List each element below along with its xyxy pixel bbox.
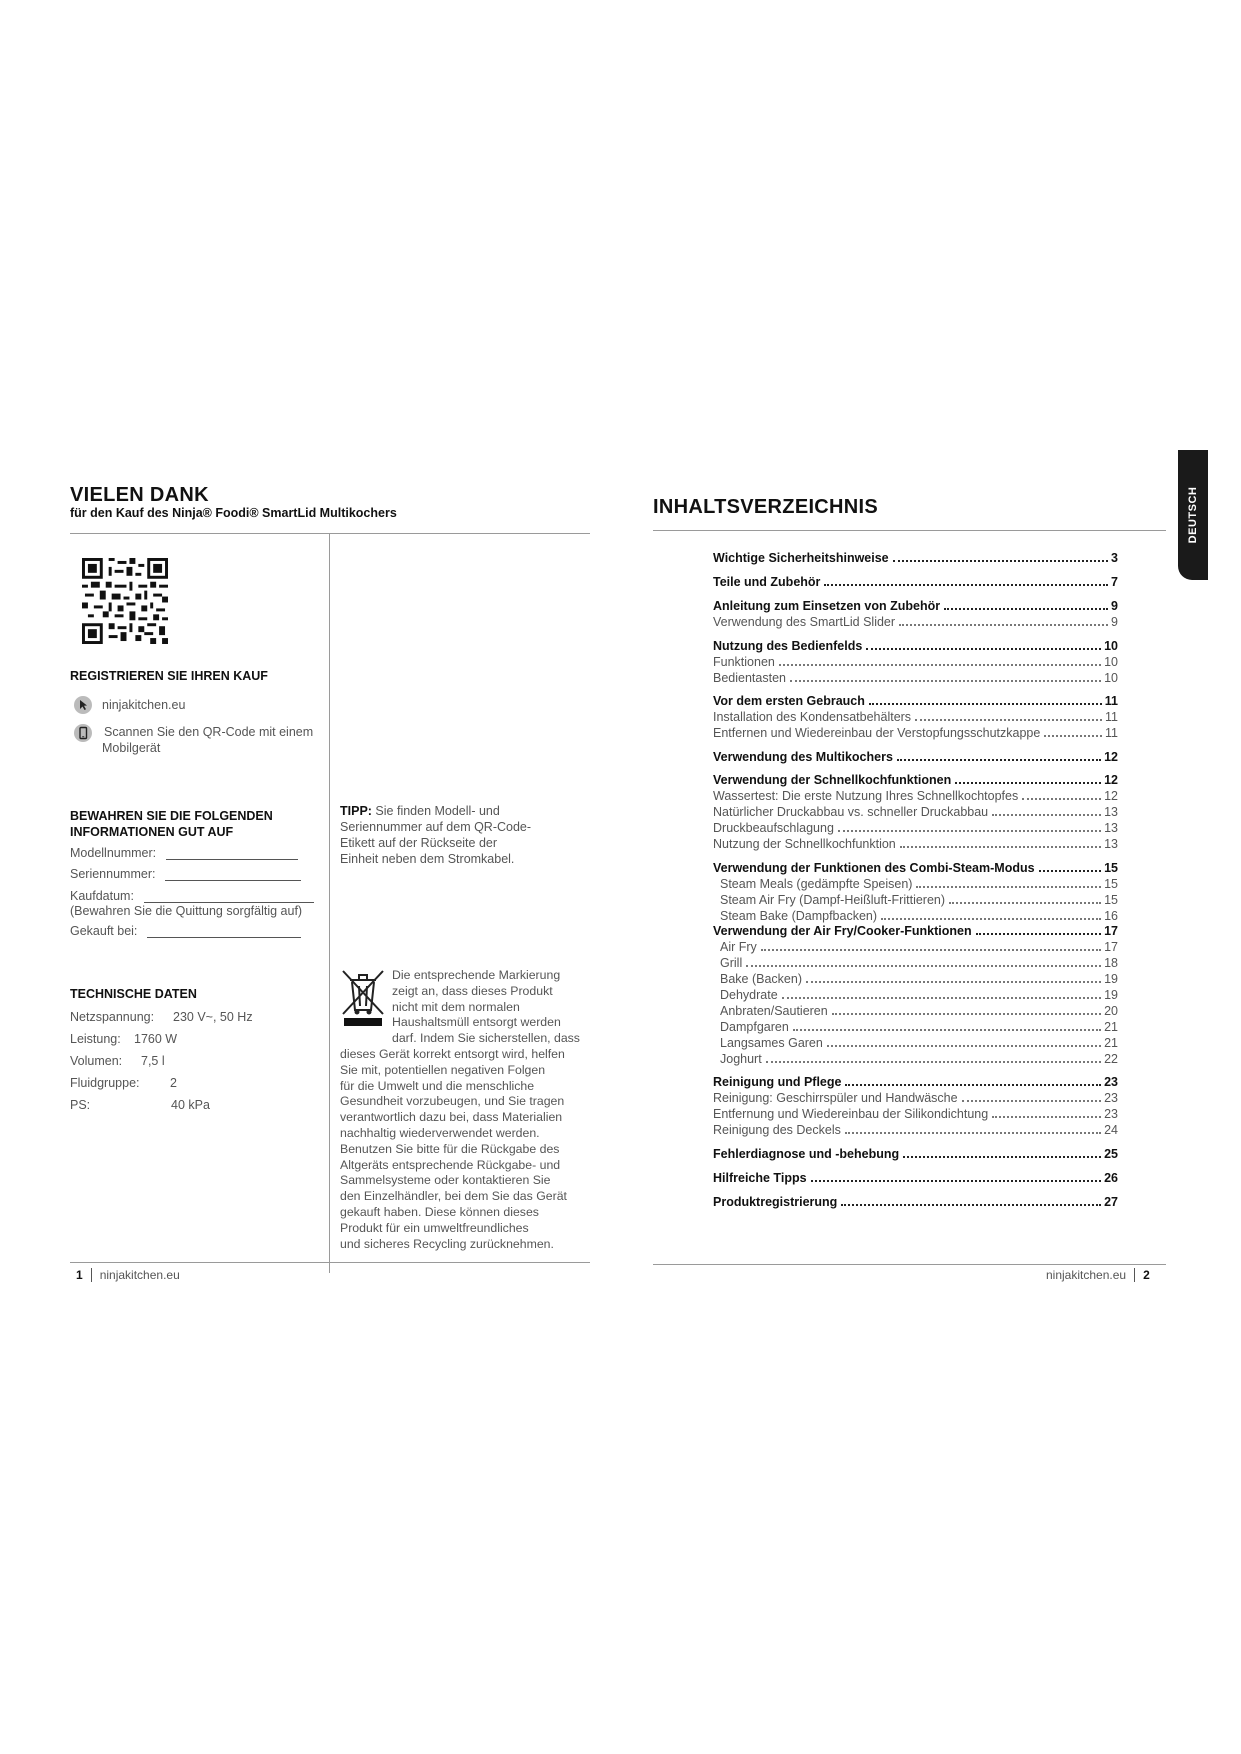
tech-value-power: 1760 W [134,1032,178,1046]
toc-page-number: 19 [1104,988,1118,1002]
toc-leader-dots [903,1156,1101,1158]
toc-entry-label: Vor dem ersten Gebrauch [713,694,865,708]
toc-page-number: 10 [1104,671,1118,685]
toc-leader-dots [811,1180,1102,1182]
toc-page-number: 23 [1104,1075,1118,1089]
toc-entry-label: Reinigung des Deckels [713,1123,841,1137]
weee-line: verantwortlich dazu bei, dass Materialien [340,1110,563,1125]
tip-text-line1: Sie finden Modell- und [371,804,500,818]
toc-leader-dots [845,1084,1101,1086]
toc-leader-dots [782,997,1101,999]
mouse-pointer-icon [74,696,92,714]
toc-page-number: 9 [1111,599,1118,613]
purchase-date-label: Kaufdatum: [70,889,134,903]
weee-line: für die Umwelt und die menschliche [340,1078,535,1093]
bought-at-blank[interactable] [147,925,301,938]
toc-page-number: 25 [1104,1147,1118,1161]
toc-leader-dots [746,965,1101,967]
toc-entry-label: Bake (Backen) [720,972,802,986]
page-number-left: 1 [76,1268,83,1282]
left-footer [76,1268,180,1282]
right-footer-rule [653,1264,1166,1265]
toc-subsection-entry[interactable] [720,1036,1118,1051]
weee-line: Benutzen Sie bitte für die Rückgabe des [340,1141,560,1156]
toc-page-number: 10 [1104,655,1118,669]
toc-subsection-entry[interactable] [713,789,1118,804]
weee-line: Altgeräts entsprechende Rückgabe- und [340,1157,561,1172]
weee-line: gekauft haben. Diese können dieses [340,1204,539,1219]
toc-page-number: 10 [1104,639,1118,653]
tech-label: Volumen: [70,1054,123,1068]
toc-leader-dots [824,584,1108,586]
toc-entry-label: Anleitung zum Einsetzen von Zubehör [713,599,941,613]
toc-leader-dots [881,918,1101,920]
toc-section-entry[interactable] [713,599,1118,614]
toc-page-number: 13 [1104,837,1118,851]
toc-page-number: 22 [1104,1052,1118,1066]
tech-value-voltage: 230 V~, 50 Hz [173,1010,253,1024]
toc-page-number: 12 [1104,750,1118,764]
toc-entry-label: Druckbeaufschlagung [713,821,834,835]
toc-entry-label: Reinigung und Pflege [713,1075,842,1089]
weee-line: nachhaltig wiederverwendet werden. [340,1125,540,1140]
toc-subsection-entry[interactable] [720,956,1118,971]
footer-separator [91,1268,92,1282]
scan-instruction-line2: Mobilgerät [102,741,161,755]
toc-entry-label: Nutzung der Schnellkochfunktion [713,837,896,851]
serial-number-field[interactable] [70,867,301,881]
weee-line: Die entsprechende Markierung [392,968,561,982]
tip-text-line4: Einheit neben dem Stromkabel. [340,852,515,866]
toc-section-entry[interactable] [713,1147,1118,1162]
toc-entry-label: Verwendung der Air Fry/Cooker-Funktionen [713,924,972,938]
toc-page-number: 18 [1104,956,1118,970]
smartphone-icon [74,724,92,742]
tech-value-volume: 7,5 l [141,1054,165,1068]
toc-section-entry[interactable] [713,1195,1118,1210]
toc-subsection-entry[interactable] [720,877,1118,892]
tip-text-line2: Seriennummer auf dem QR-Code- [340,820,532,834]
toc-leader-dots [893,560,1108,562]
qr-code[interactable] [82,558,168,644]
toc-leader-dots [761,949,1101,951]
toc-leader-dots [790,680,1101,682]
toc-leader-dots [1044,735,1102,737]
keep-info-heading-line1: BEWAHREN SIE DIE FOLGENDEN [70,809,273,823]
weee-line: Haushaltsmüll entsorgt werden [392,1015,561,1030]
toc-page-number: 16 [1104,909,1118,923]
toc-entry-label: Teile und Zubehör [713,575,821,589]
tech-label: Fluidgruppe: [70,1076,140,1090]
toc-page-number: 19 [1104,972,1118,986]
toc-leader-dots [845,1132,1101,1134]
toc-subsection-entry[interactable] [713,1107,1118,1122]
toc-page-number: 12 [1104,773,1118,787]
toc-page-number: 3 [1111,551,1118,565]
keep-info-heading-line2: INFORMATIONEN GUT AUF [70,825,234,839]
toc-subsection-entry[interactable] [720,1020,1118,1035]
toc-leader-dots [992,1116,1101,1118]
toc-section-entry[interactable] [713,750,1118,765]
model-number-blank[interactable] [166,847,298,860]
toc-section-entry[interactable] [713,694,1118,709]
tech-row-ps [70,1098,90,1112]
toc-page-number: 21 [1104,1020,1118,1034]
toc-entry-label: Bedientasten [713,671,786,685]
weee-line: Sammelsysteme oder kontaktieren Sie [340,1173,551,1188]
toc-leader-dots [766,1061,1101,1063]
toc-page-number: 23 [1104,1107,1118,1121]
toc-entry-label: Verwendung der Schnellkochfunktionen [713,773,952,787]
toc-page-number: 15 [1104,861,1118,875]
toc-entry-label: Verwendung des Multikochers [713,750,893,764]
toc-page-number: 13 [1104,821,1118,835]
toc-subsection-entry[interactable] [713,726,1118,741]
toc-entry-label: Natürlicher Druckabbau vs. schneller Druckabbau [713,805,989,819]
toc-section-entry[interactable] [713,924,1118,939]
toc-subsection-entry[interactable] [720,893,1118,908]
toc-leader-dots [827,1045,1101,1047]
toc-leader-dots [1022,798,1101,800]
toc-section-entry[interactable] [713,773,1118,788]
toc-page-number: 11 [1105,710,1118,724]
toc-entry-label: Fehlerdiagnose und -behebung [713,1147,900,1161]
toc-page-number: 15 [1104,877,1118,891]
toc-leader-dots [955,782,1101,784]
toc-entry-label: Hilfreiche Tipps [713,1171,807,1185]
weee-line: Gesundheit vorzubeugen, und Sie tragen [340,1094,565,1109]
language-tab[interactable] [1178,450,1208,580]
toc-subsection-entry[interactable] [720,972,1118,987]
purchase-date-field[interactable] [70,889,314,903]
toc-page-number: 26 [1104,1171,1118,1185]
toc-leader-dots [899,624,1108,626]
toc-page-number: 27 [1104,1195,1118,1209]
toc-subsection-entry[interactable] [713,671,1118,686]
toc-leader-dots [869,703,1102,705]
toc-subsection-entry[interactable] [713,655,1118,670]
website-link[interactable]: ninjakitchen.eu [102,698,186,712]
toc-entry-label: Steam Bake (Dampfbacken) [720,909,878,923]
toc-subsection-entry[interactable] [713,1091,1118,1106]
toc-leader-dots [915,719,1102,721]
toc-page-number: 13 [1104,805,1118,819]
toc-section-entry[interactable] [713,639,1118,654]
tech-row-power [70,1032,121,1046]
toc-section-entry[interactable] [713,551,1118,566]
toc-entry-label: Air Fry [720,940,757,954]
footer-separator [1134,1268,1135,1282]
toc-leader-dots [832,1013,1101,1015]
toc-page-number: 12 [1104,789,1118,803]
model-number-field[interactable] [70,846,298,860]
toc-entry-label: Installation des Kondensatbehälters [713,710,912,724]
toc-leader-dots [944,608,1108,610]
toc-page-number: 11 [1104,694,1118,708]
toc-leader-dots [900,846,1101,848]
toc-section-entry[interactable] [713,575,1118,590]
tech-row-voltage [70,1010,154,1024]
toc-page-number: 23 [1104,1091,1118,1105]
left-top-rule [70,533,590,534]
toc-entry-label: Reinigung: Geschirrspüler und Handwäsche [713,1091,958,1105]
weee-line: darf. Indem Sie sicherstellen, dass [392,1031,580,1046]
toc-section-entry[interactable] [713,861,1118,876]
toc-subsection-entry[interactable] [720,1004,1118,1019]
tech-label: Leistung: [70,1032,121,1046]
toc-page-number: 21 [1104,1036,1118,1050]
toc-leader-dots [866,648,1101,650]
toc-leader-dots [962,1100,1102,1102]
toc-leader-dots [992,814,1101,816]
toc-leader-dots [806,981,1101,983]
toc-entry-label: Wassertest: Die erste Nutzung Ihres Schnellkochtopfes [713,789,1019,803]
toc-subsection-entry[interactable] [720,909,1118,924]
tip-text-line3: Etikett auf der Rückseite der [340,836,498,850]
tech-row-volume [70,1054,122,1068]
toc-subsection-entry[interactable] [713,1123,1118,1138]
toc-leader-dots [838,830,1101,832]
toc-entry-label: Entfernung und Wiedereinbau der Silikondichtung [713,1107,989,1121]
weee-line: Produkt für ein umweltfreundliches [340,1220,529,1235]
tip-label: TIPP: [340,804,372,818]
scan-instruction-line1: Scannen Sie den QR-Code mit einem [104,725,314,739]
toc-entry-label: Dehydrate [720,988,778,1002]
toc-page-number: 24 [1104,1123,1118,1137]
toc-entry-label: Steam Air Fry (Dampf-Heißluft-Frittieren) [720,893,946,907]
register-heading: REGISTRIEREN SIE IHREN KAUF [70,669,268,683]
toc-entry-label: Produktregistrierung [713,1195,838,1209]
toc-entry-label: Langsames Garen [720,1036,823,1050]
toc-subsection-entry[interactable] [713,710,1118,725]
toc-title: INHALTSVERZEICHNIS [653,496,879,518]
right-top-rule [653,530,1166,531]
tech-data-heading: TECHNISCHE DATEN [70,987,197,1001]
bought-at-label: Gekauft bei: [70,924,138,938]
weee-line: und sicheres Recycling zurücknehmen. [340,1236,554,1251]
toc-entry-label: Steam Meals (gedämpfte Speisen) [720,877,913,891]
toc-entry-label: Verwendung des SmartLid Slider [713,615,896,629]
toc-leader-dots [779,664,1101,666]
toc-leader-dots [949,902,1101,904]
language-tab-label: DEUTSCH [1187,486,1199,544]
page-subtitle: für den Kauf des Ninja® Foodi® SmartLid Multikochers [70,506,397,520]
toc-entry-label: Funktionen [713,655,775,669]
toc-subsection-entry[interactable] [720,1052,1118,1067]
toc-entry-label: Anbraten/Sautieren [720,1004,828,1018]
toc-page-number: 7 [1111,575,1118,589]
page-title-thanks: VIELEN DANK [70,484,209,506]
toc-leader-dots [916,886,1101,888]
toc-leader-dots [1039,870,1102,872]
receipt-note: (Bewahren Sie die Quittung sorgfältig auf) [70,904,303,918]
left-column-divider [329,533,330,1273]
toc-subsection-entry[interactable] [713,837,1118,852]
toc-entry-label: Joghurt [720,1052,762,1066]
weee-line: Sie mit, potentiellen negativen Folgen [340,1062,546,1077]
toc-entry-label: Grill [720,956,743,970]
left-footer-rule [70,1262,590,1263]
footer-website-right[interactable]: ninjakitchen.eu [1046,1268,1127,1282]
tech-value-fluid-group: 2 [170,1076,177,1090]
weee-line: nicht mit dem normalen [392,999,520,1014]
toc-subsection-entry[interactable] [720,988,1118,1003]
toc-entry-label: Entfernen und Wiedereinbau der Verstopfungsschutzkappe [713,726,1041,740]
weee-line: dieses Gerät korrekt entsorgt wird, helfen [340,1046,565,1061]
tech-row-fluid-group [70,1076,140,1090]
toc-entry-label: Wichtige Sicherheitshinweise [713,551,889,565]
toc-page-number: 15 [1104,893,1118,907]
toc-subsection-entry[interactable] [720,940,1118,955]
serial-number-blank[interactable] [165,868,301,881]
toc-subsection-entry[interactable] [713,615,1118,630]
toc-section-entry[interactable] [713,1075,1118,1090]
toc-leader-dots [793,1029,1101,1031]
toc-subsection-entry[interactable] [713,805,1118,820]
tech-label: Netzspannung: [70,1010,155,1024]
weee-line: zeigt an, dass dieses Produkt [392,983,553,998]
page-number-right: 2 [1143,1268,1150,1282]
toc-page-number: 17 [1104,924,1118,938]
toc-section-entry[interactable] [713,1171,1118,1186]
right-footer [1046,1268,1150,1282]
toc-page-number: 9 [1111,615,1118,629]
footer-website-left[interactable]: ninjakitchen.eu [99,1268,180,1282]
toc-page-number: 11 [1105,726,1118,740]
tech-label: PS: [70,1098,91,1112]
tech-value-ps: 40 kPa [171,1098,210,1112]
toc-page-number: 20 [1104,1004,1118,1018]
keep-info-heading [70,808,273,840]
toc-entry-label: Nutzung des Bedienfelds [713,639,863,653]
toc-entry-label: Verwendung der Funktionen des Combi-Steam-Modus [713,861,1035,875]
weee-line: den Einzelhändler, bei dem Sie das Gerät [340,1189,567,1204]
purchase-date-blank[interactable] [144,890,314,903]
model-number-label: Modellnummer: [70,846,157,860]
website-row[interactable] [74,696,185,714]
toc-subsection-entry[interactable] [713,821,1118,836]
toc-leader-dots [897,759,1101,761]
tip-box [340,803,531,867]
toc-entry-label: Dampfgaren [720,1020,789,1034]
weee-text-block [340,968,590,1252]
bought-at-field[interactable] [70,924,301,938]
serial-number-label: Seriennummer: [70,867,156,881]
toc-leader-dots [976,933,1102,935]
toc-page-number: 17 [1104,940,1118,954]
toc-leader-dots [841,1204,1101,1206]
